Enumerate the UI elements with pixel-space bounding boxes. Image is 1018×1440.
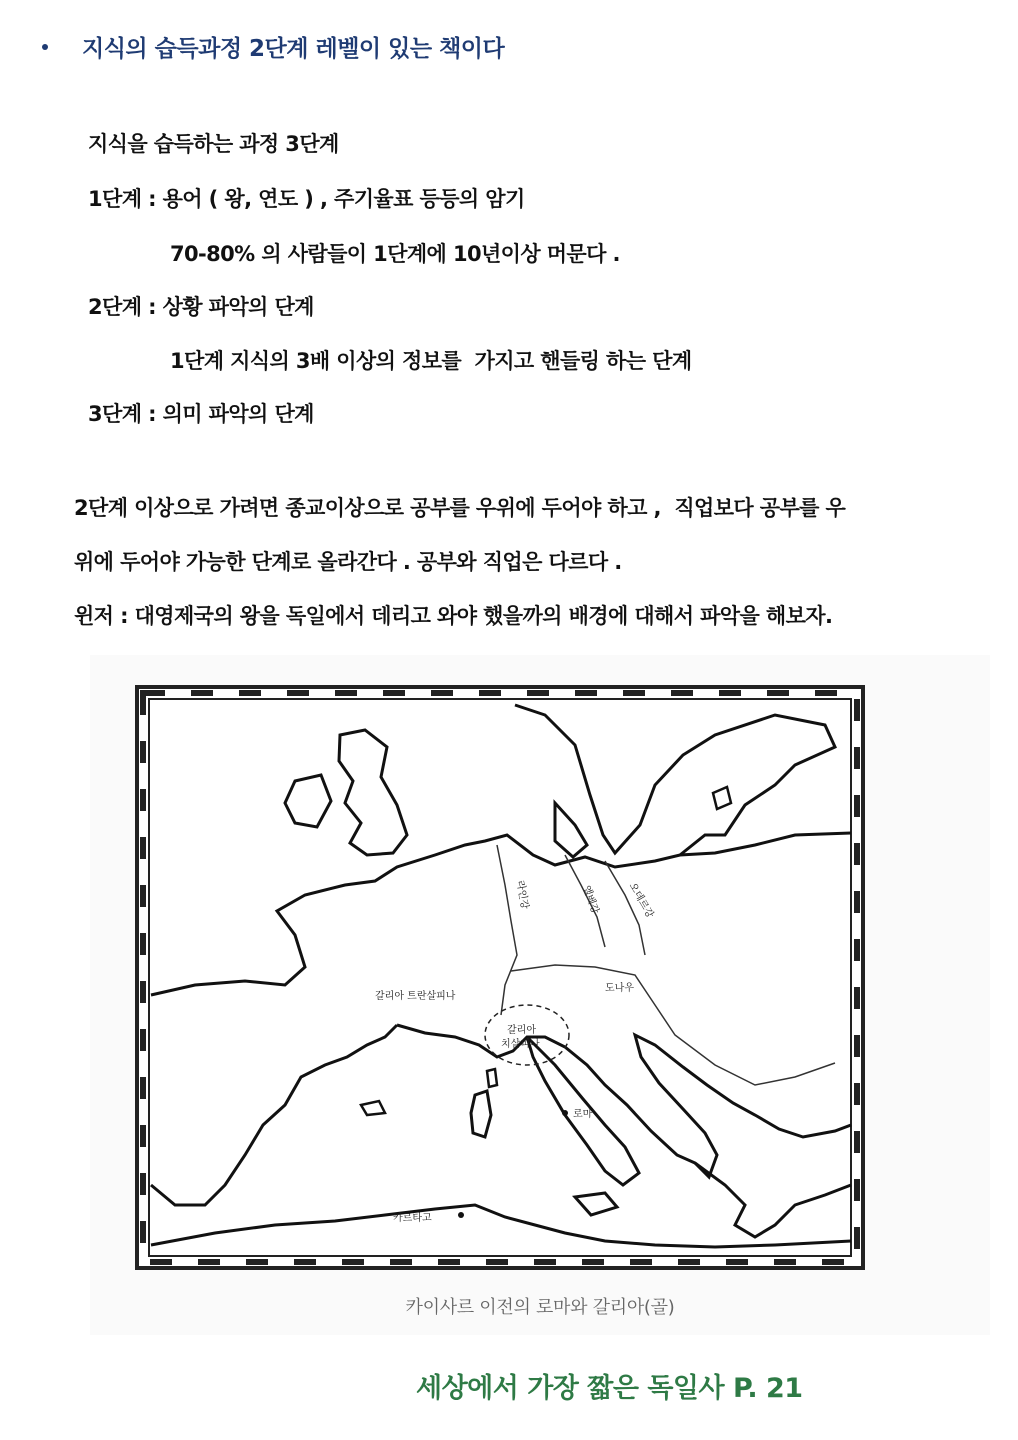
header-title: 지식의 습득과정 2단계 레벨이 있는 책이다 <box>82 36 505 62</box>
label-gallia-cisalpina-1: 갈리아 <box>507 1025 536 1036</box>
label-gallia-cisalpina-2: 치살피나 <box>501 1039 540 1050</box>
label-rhine: 라인강 <box>514 879 530 911</box>
stage3-title: 3단계 : 의미 파악의 단계 <box>88 402 314 426</box>
stage2-detail: 1단계 지식의 3배 이상의 정보를 가지고 핸들링 하는 단계 <box>170 349 692 373</box>
map-caption: 카이사르 이전의 로마와 갈리아(골) <box>405 1297 675 1318</box>
label-carthage: 카르타고 <box>393 1213 432 1224</box>
label-oder: 오데르강 <box>626 881 656 920</box>
label-danube: 도나우 <box>605 983 634 994</box>
stage1-detail: 70-80% 의 사람들이 1단계에 10년이상 머문다 . <box>170 242 620 266</box>
paragraph-line-1: 2단계 이상으로 가려면 종교이상으로 공부를 우위에 두어야 하고 , 직업보다 공부를 우 <box>74 496 846 520</box>
stages-title: 지식을 습득하는 과정 3단계 <box>88 132 339 156</box>
header-bullet-row <box>42 30 504 63</box>
paragraph-line-3: 윈저 : 대영제국의 왕을 독일에서 데리고 와야 했을까의 배경에 대해서 파악을 해보자. <box>74 604 833 628</box>
paragraph-line-2: 위에 두어야 가능한 단계로 올라간다 . 공부와 직업은 다르다 . <box>74 550 622 574</box>
label-elbe: 엘베강 <box>580 884 601 916</box>
label-rome: 로마 <box>573 1109 593 1120</box>
stage2-title: 2단계 : 상황 파악의 단계 <box>88 295 314 319</box>
source-citation: 세상에서 가장 짧은 독일사 P. 21 <box>416 1373 803 1404</box>
stage1-title: 1단계 : 용어 ( 왕, 연도 ) , 주기율표 등등의 암기 <box>88 187 525 211</box>
europe-map <box>135 685 865 1270</box>
label-gallia-transalpina: 갈리아 트란살피나 <box>375 991 456 1002</box>
bullet-dot-icon <box>42 44 48 50</box>
map-figure <box>90 655 990 1335</box>
